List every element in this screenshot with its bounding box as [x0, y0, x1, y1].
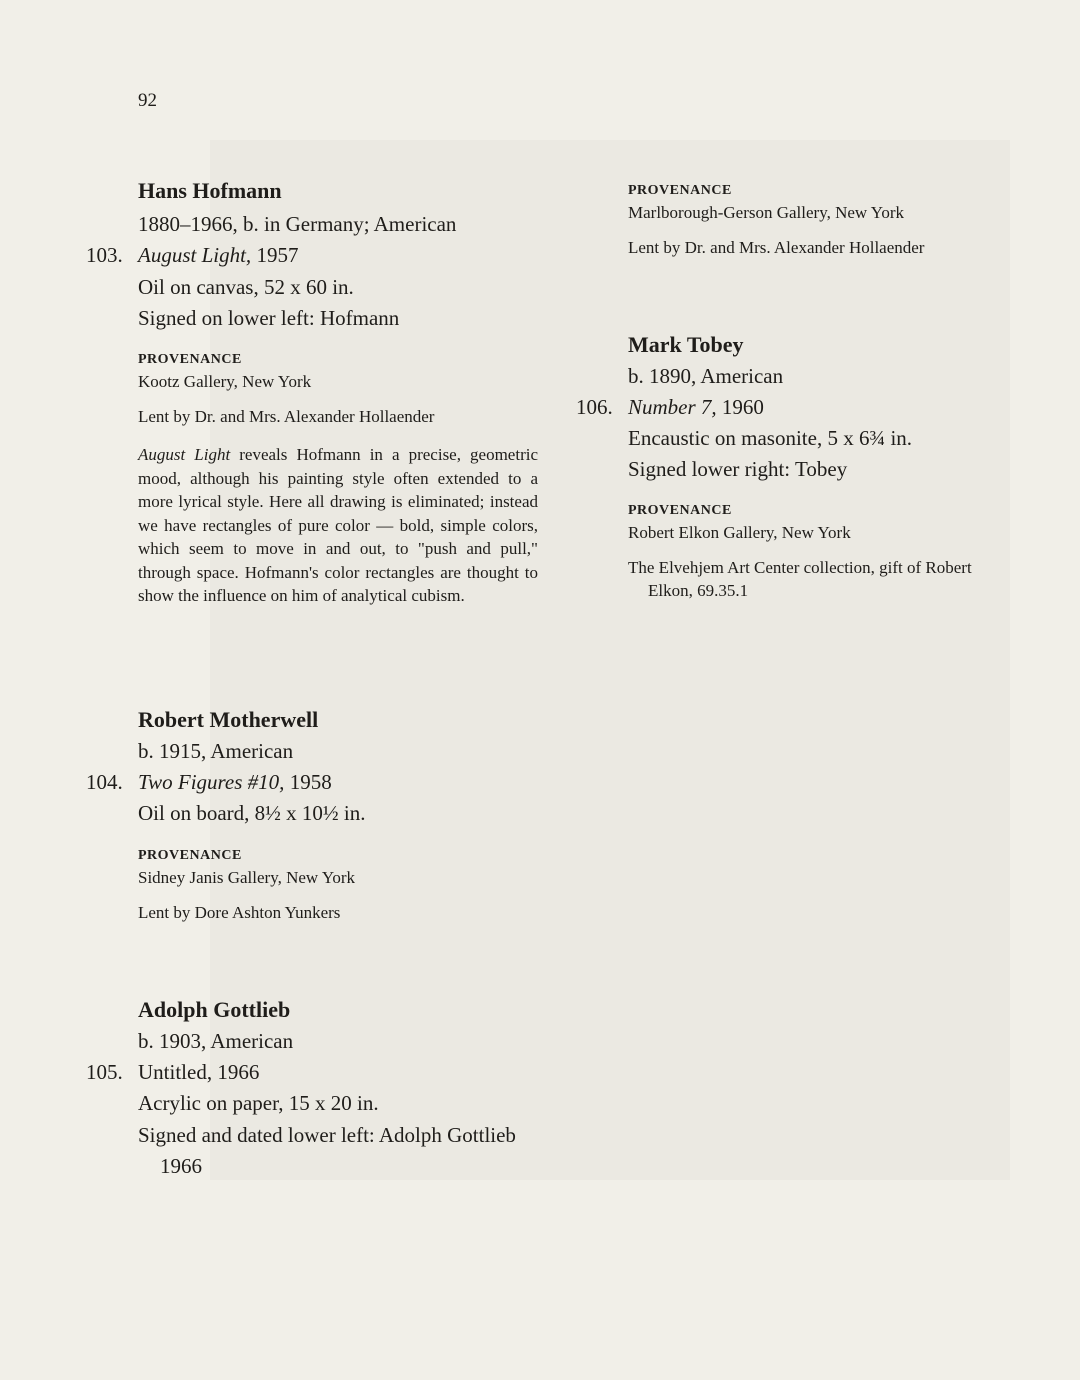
artist-bio-tobey: b. 1890, American — [628, 364, 784, 388]
artist-name-hofmann: Hans Hofmann — [138, 178, 282, 203]
artwork-title-italic: Two Figures #10, — [138, 770, 285, 794]
essay-text: reveals Hofmann in a precise, geometric mood, although his painting style often extended to a more lyrical style. Here all drawing is eliminated; instead we have rectangles of pure color — bold, simple colors, which seem to move in and out, to "push and pull," through space. Hofmann's color rectangles are thought to show the influence on him of analytical cubism. — [138, 445, 539, 605]
artwork-medium-106: Encaustic on masonite, 5 x 6¾ in. — [628, 426, 913, 450]
artist-bio-hofmann: 1880–1966, b. in Germany; American — [138, 212, 457, 236]
lender-104: Lent by Dore Ashton Yunkers — [138, 903, 341, 922]
artwork-medium-105: Acrylic on paper, 15 x 20 in. — [138, 1091, 379, 1115]
artwork-medium-103: Oil on canvas, 52 x 60 in. — [138, 275, 354, 299]
provenance-label-106: PROVENANCE — [628, 503, 732, 518]
artist-bio-motherwell: b. 1915, American — [138, 739, 294, 763]
provenance-label-104: PROVENANCE — [138, 848, 242, 863]
artist-bio-gottlieb: b. 1903, American — [138, 1029, 294, 1053]
artwork-signature-106: Signed lower right: Tobey — [628, 457, 848, 481]
artwork-signature-105: Signed and dated lower left: Adolph Gottlieb — [138, 1123, 516, 1147]
artwork-year: 1957 — [251, 243, 299, 267]
collection-106: The Elvehjem Art Center collection, gift of Robert — [628, 558, 972, 577]
artwork-title-italic: Number 7, — [628, 395, 717, 419]
essay-title: August Light — [138, 445, 231, 464]
artwork-year: 1960 — [716, 395, 764, 419]
provenance-105: Marlborough-Gerson Gallery, New York — [628, 203, 905, 222]
catalog-number-104: 104. — [86, 770, 123, 794]
lender-105: Lent by Dr. and Mrs. Alexander Hollaender — [628, 238, 925, 257]
artwork-title-italic: August Light, — [138, 243, 252, 267]
page-number: 92 — [138, 90, 157, 111]
artwork-year: 1958 — [284, 770, 332, 794]
artwork-signature-continued-105: 1966 — [160, 1154, 202, 1178]
essay-paragraph-103 — [138, 443, 538, 608]
provenance-103: Kootz Gallery, New York — [138, 372, 312, 391]
artwork-medium-104: Oil on board, 8½ x 10½ in. — [138, 801, 366, 825]
catalog-number-106: 106. — [576, 395, 613, 419]
artwork-title-103 — [138, 243, 298, 268]
catalog-number-105: 105. — [86, 1060, 123, 1084]
artist-name-tobey: Mark Tobey — [628, 332, 744, 357]
provenance-label-105: PROVENANCE — [628, 183, 732, 198]
provenance-106: Robert Elkon Gallery, New York — [628, 523, 851, 542]
artwork-title-104 — [138, 770, 332, 795]
artwork-title-105: Untitled, 1966 — [138, 1060, 260, 1084]
artist-name-motherwell: Robert Motherwell — [138, 707, 319, 732]
collection-continued-106: Elkon, 69.35.1 — [648, 581, 749, 600]
catalog-number-103: 103. — [86, 243, 123, 267]
provenance-104: Sidney Janis Gallery, New York — [138, 868, 356, 887]
artwork-signature-103: Signed on lower left: Hofmann — [138, 306, 400, 330]
lender-103: Lent by Dr. and Mrs. Alexander Hollaender — [138, 407, 435, 426]
artist-name-gottlieb: Adolph Gottlieb — [138, 997, 291, 1022]
artwork-title-106 — [628, 395, 764, 420]
provenance-label-103: PROVENANCE — [138, 352, 242, 367]
